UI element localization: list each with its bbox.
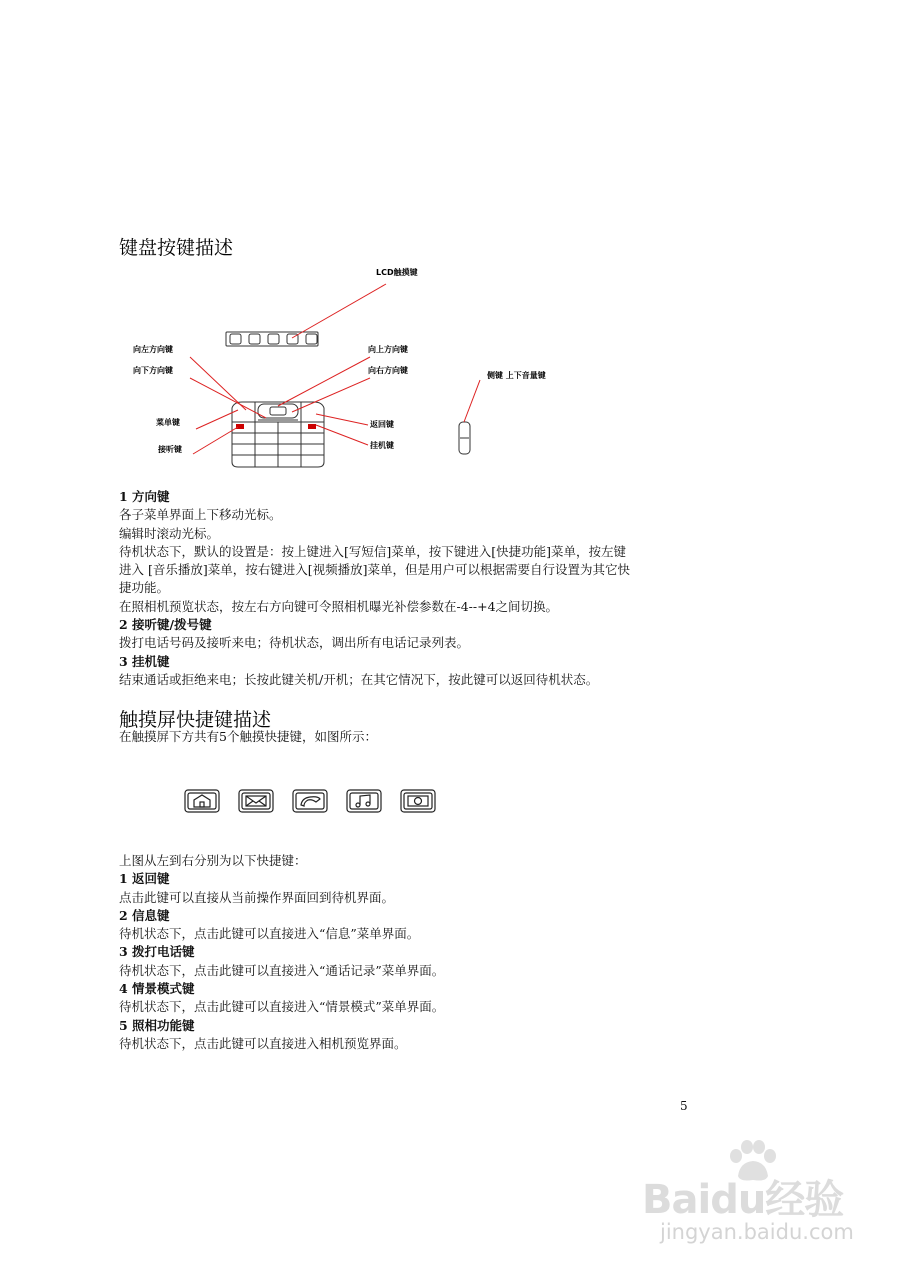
music-icon [347, 790, 381, 812]
home-icon [185, 790, 219, 812]
message-icon [239, 790, 273, 812]
item-line: 拨打电话号码及接听来电；待机状态，调出所有电话记录列表。 [119, 635, 470, 651]
item-line: 编辑时滚动光标。 [119, 525, 220, 541]
watermark-url: jingyan.baidu.com [660, 1220, 854, 1244]
item-heading: 1 方向键 [119, 489, 170, 504]
callout-side: 侧键 上下音量键 [487, 371, 546, 380]
item-line: 结束通话或拒绝来电；长按此键关机/开机；在其它情况下，按此键可以返回待机状态。 [119, 671, 599, 687]
item-line: 待机状态下，默认的设置是：按上键进入[写短信]菜单，按下键进入[快捷功能]菜单，按左键 [119, 543, 627, 559]
item-line: 在照相机预览状态，按左右方向键可令照相机曝光补偿参数在-4--+4之间切换。 [119, 598, 559, 614]
touch-shortcut-icons [184, 788, 440, 816]
callout-menu: 菜单键 [156, 418, 180, 427]
item-heading: 1 返回键 [119, 871, 170, 887]
callout-hangup: 挂机键 [370, 441, 394, 450]
callout-lcd: LCD触摸键 [376, 268, 418, 277]
item-line: 待机状态下，点击此键可以直接进入相机预览界面。 [119, 1035, 407, 1051]
keypad-diagram [118, 262, 578, 490]
phone-icon [293, 790, 327, 812]
keypad-body [232, 402, 324, 467]
touch-body [119, 852, 444, 1053]
touch-intro: 在触摸屏下方共有5个触摸快捷键，如图所示： [119, 729, 377, 744]
item-heading: 2 信息键 [119, 907, 170, 923]
item-line: 待机状态下，点击此键可以直接进入“信息”菜单界面。 [119, 926, 420, 942]
item-line: 进入 [音乐播放]菜单，按右键进入[视频播放]菜单，但是用户可以根据需要自行设置为其它快 [119, 562, 630, 578]
callout-left: 向左方向键 [133, 345, 173, 354]
callout-down: 向下方向键 [133, 366, 173, 375]
item-heading: 2 接听键/拨号键 [119, 617, 212, 633]
baidu-watermark [640, 1140, 860, 1250]
item-heading: 3 挂机键 [119, 653, 170, 669]
side-volume-key [459, 422, 470, 454]
callout-answer: 接听键 [158, 445, 182, 454]
touch-summary: 上图从左到右分别为以下快捷键： [119, 853, 307, 868]
section-title-touch: 触摸屏快捷键描述 [119, 709, 272, 731]
keyboard-body [119, 488, 630, 689]
item-line: 捷功能。 [119, 580, 170, 596]
callout-back: 返回键 [370, 420, 394, 429]
item-heading: 4 情景模式键 [119, 981, 195, 997]
page-number: 5 [680, 1099, 688, 1113]
callout-up: 向上方向键 [368, 345, 408, 354]
item-line: 待机状态下，点击此键可以直接进入“通话记录”菜单界面。 [119, 962, 445, 978]
item-line: 待机状态下，点击此键可以直接进入“情景模式”菜单界面。 [119, 999, 445, 1015]
lcd-shortcut-row [226, 332, 318, 346]
watermark-logo: Baidu经验 [642, 1177, 844, 1223]
item-line: 点击此键可以直接从当前操作界面回到待机界面。 [119, 889, 395, 905]
camera-icon [401, 790, 435, 812]
item-heading: 5 照相功能键 [119, 1017, 195, 1033]
section-title-keyboard: 键盘按键描述 [119, 237, 234, 259]
callout-right: 向右方向键 [368, 366, 408, 375]
item-heading: 3 拨打电话键 [119, 944, 195, 960]
item-line: 各子菜单界面上下移动光标。 [119, 507, 282, 523]
